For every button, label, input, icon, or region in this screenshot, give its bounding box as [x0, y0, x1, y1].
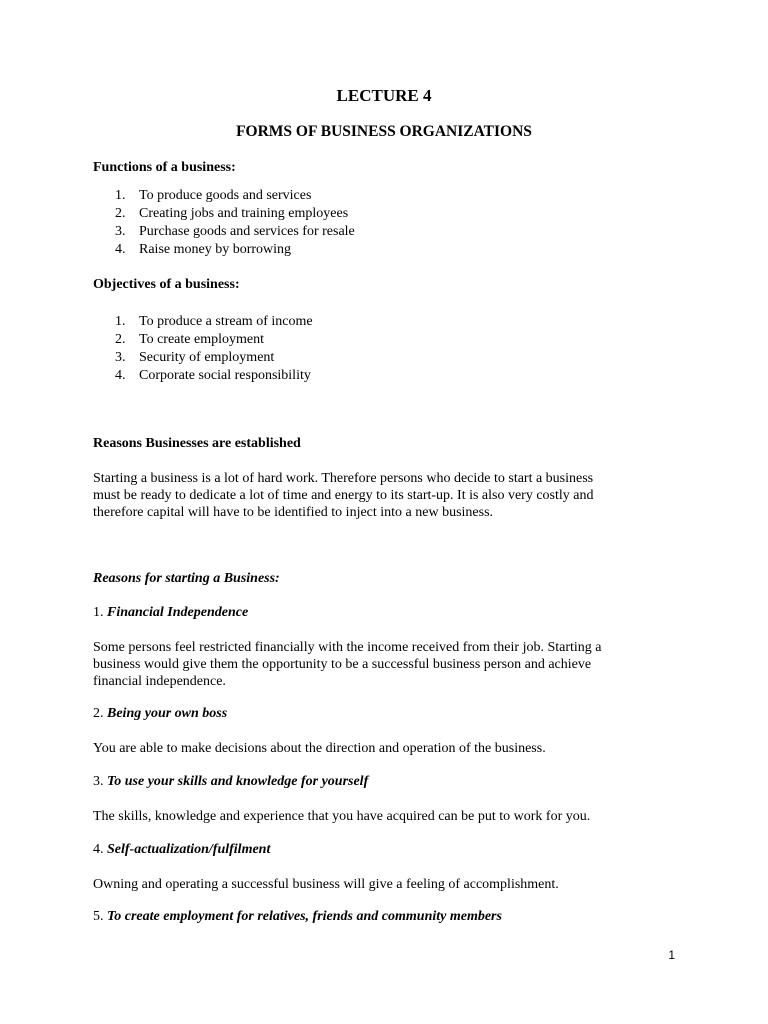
reason-label: Financial Independence: [107, 605, 249, 620]
reason-number: 2.: [93, 706, 107, 721]
reason-heading: [93, 605, 248, 621]
list-item-text: Raise money by borrowing: [139, 242, 292, 257]
reason-number: 4.: [93, 842, 107, 857]
objectives-heading: Objectives of a business:: [93, 277, 240, 292]
reason-paragraph: [93, 740, 673, 757]
paragraph-line: The skills, knowledge and experience that you have acquired can be put to work for you.: [93, 809, 591, 824]
list-item-number: 2.: [115, 206, 126, 221]
list-item-text: To produce a stream of income: [139, 314, 313, 329]
reason-label: Self-actualization/fulfilment: [107, 842, 271, 857]
list-item-number: 4.: [115, 242, 126, 257]
paragraph-line: Owning and operating a successful business will give a feeling of accomplishment.: [93, 877, 559, 892]
paragraph-line: You are able to make decisions about the direction and operation of the business.: [93, 741, 546, 756]
reason-label: To use your skills and knowledge for yourself: [107, 774, 369, 789]
paragraph-line: therefore capital will have to be identified to inject into a new business.: [93, 505, 494, 520]
list-item-number: 4.: [115, 368, 126, 383]
paragraph-line: business would give them the opportunity to be a successful business person and achieve: [93, 657, 592, 672]
reason-paragraph: [93, 639, 673, 690]
reasons-established-paragraph: [93, 470, 673, 521]
list-item-number: 1.: [115, 314, 126, 329]
list-item-text: Security of employment: [139, 350, 275, 365]
list-item-text: Purchase goods and services for resale: [139, 224, 355, 239]
paragraph-line: Starting a business is a lot of hard work. Therefore persons who decide to start a business: [93, 471, 594, 486]
list-item-text: To produce goods and services: [139, 188, 312, 203]
reason-heading: [93, 774, 368, 790]
reason-paragraph: [93, 808, 673, 825]
list-item-text: Creating jobs and training employees: [139, 206, 349, 221]
reason-label: Being your own boss: [107, 706, 228, 721]
reason-number: 5.: [93, 909, 107, 924]
paragraph-line: Some persons feel restricted financially with the income received from their job. Starting a: [93, 640, 602, 655]
list-item-number: 3.: [115, 350, 126, 365]
reason-heading: [93, 909, 502, 925]
reason-paragraph: [93, 876, 673, 893]
list-item-text: Corporate social responsibility: [139, 368, 311, 383]
reasons-established-heading: Reasons Businesses are established: [93, 436, 301, 451]
functions-heading: Functions of a business:: [93, 160, 236, 175]
page-number: 1: [668, 948, 675, 962]
paragraph-line: must be ready to dedicate a lot of time and energy to its start-up. It is also very costly and: [93, 488, 594, 503]
reasons-starting-heading: Reasons for starting a Business:: [93, 571, 280, 586]
paragraph-line: financial independence.: [93, 674, 226, 689]
reason-label: To create employment for relatives, friends and community members: [107, 909, 502, 924]
list-item-number: 3.: [115, 224, 126, 239]
list-item-number: 1.: [115, 188, 126, 203]
list-item-text: To create employment: [139, 332, 264, 347]
lecture-title: LECTURE 4: [336, 86, 432, 105]
reason-number: 1.: [93, 605, 107, 620]
list-item-number: 2.: [115, 332, 126, 347]
reason-heading: [93, 842, 270, 858]
reason-number: 3.: [93, 774, 107, 789]
reason-heading: [93, 706, 227, 722]
document-title: FORMS OF BUSINESS ORGANIZATIONS: [236, 123, 532, 140]
